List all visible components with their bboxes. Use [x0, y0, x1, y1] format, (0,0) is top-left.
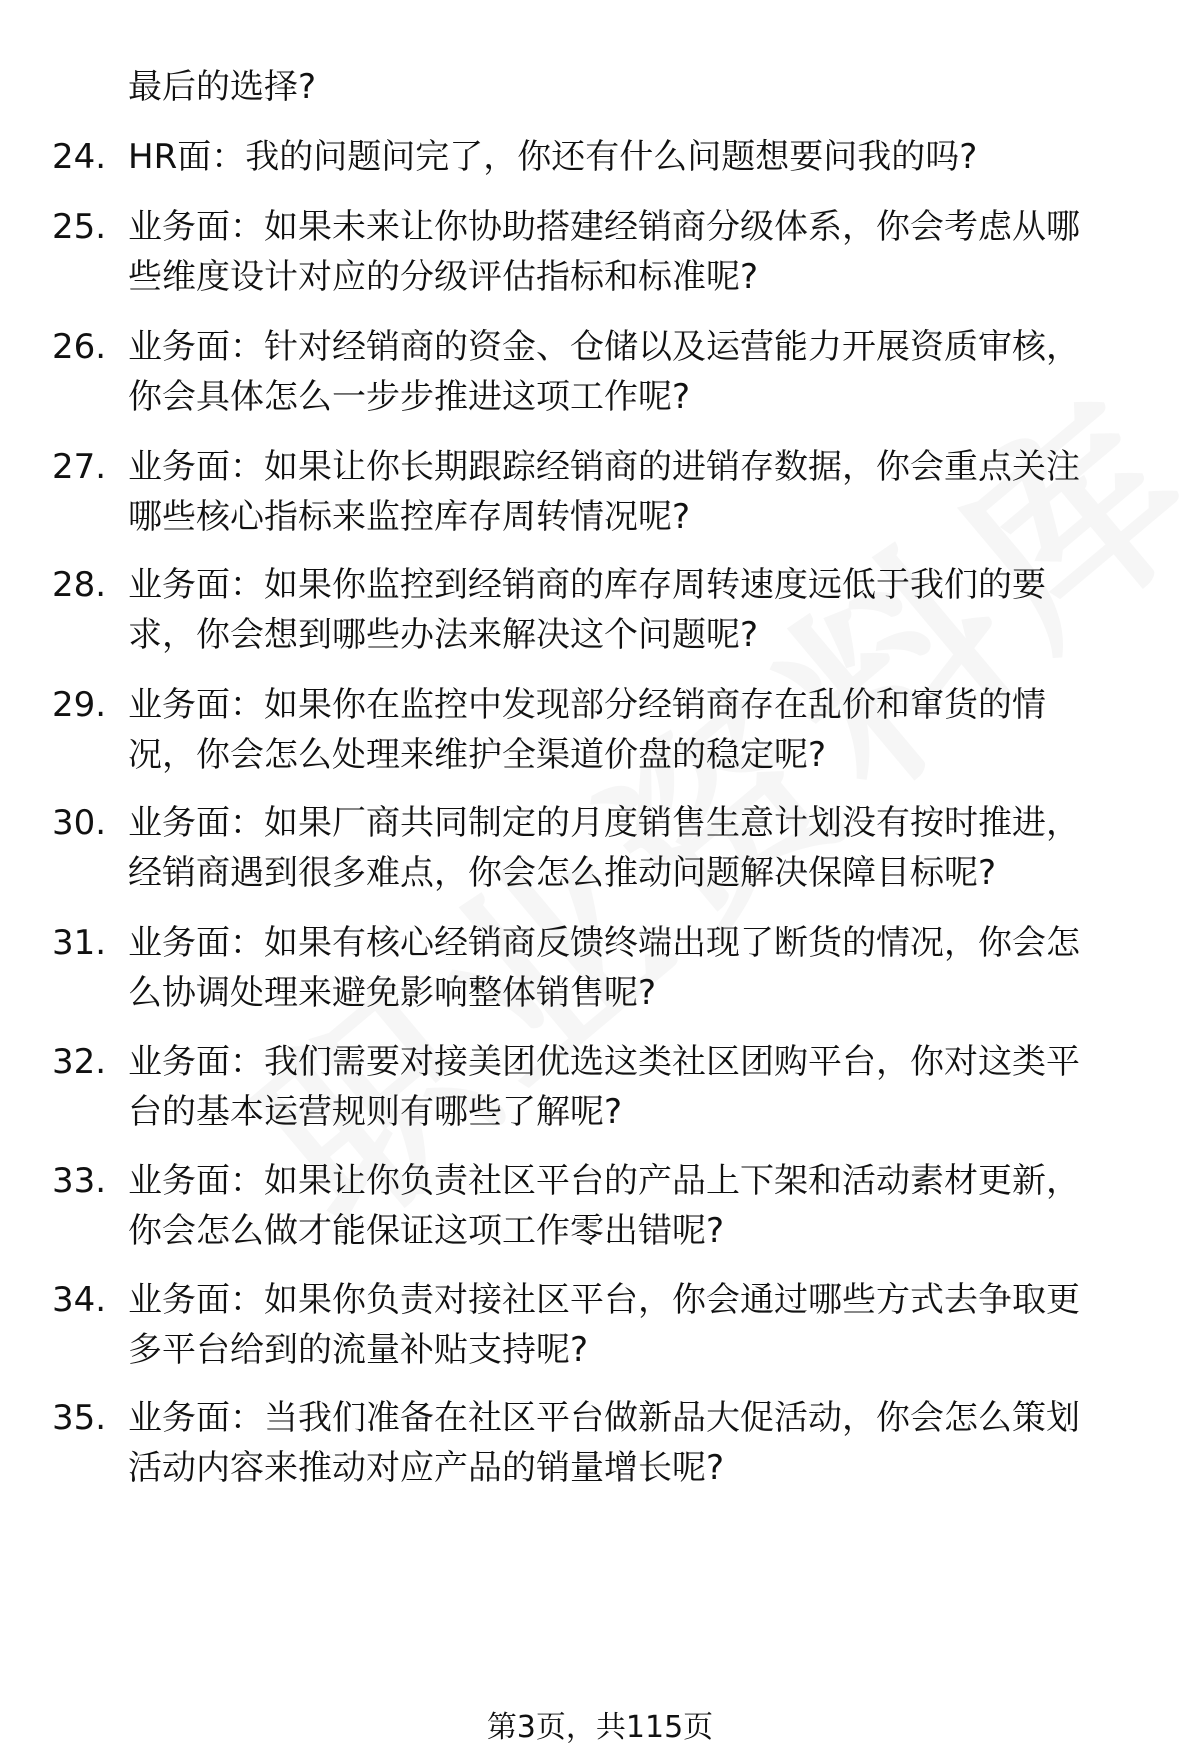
question-text: [128, 202, 1148, 302]
question-line: 况，你会怎么处理来维护全渠道价盘的稳定呢?: [128, 735, 827, 775]
page-footer: 第3页，共115页: [486, 1710, 714, 1745]
question-line: 业务面：当我们准备在社区平台做新品大促活动，你会怎么策划: [128, 1398, 1080, 1438]
question-number: 30.: [52, 803, 107, 843]
question-number: 24.: [52, 137, 107, 177]
question-line: 活动内容来推动对应产品的销量增长呢?: [128, 1448, 725, 1488]
question-line: 些维度设计对应的分级评估指标和标准呢?: [128, 257, 759, 297]
continuation-text: 最后的选择?: [128, 67, 317, 107]
question-line: 业务面：如果未来让你协助搭建经销商分级体系，你会考虑从哪: [128, 207, 1080, 247]
question-number: 29.: [52, 685, 107, 725]
question-line: 业务面：如果有核心经销商反馈终端出现了断货的情况，你会怎: [128, 923, 1080, 963]
question-line: 经销商遇到很多难点，你会怎么推动问题解决保障目标呢?: [128, 853, 997, 893]
question-text: [128, 1393, 1148, 1493]
question-line: 业务面：我们需要对接美团优选这类社区团购平台，你对这类平: [128, 1042, 1080, 1082]
question-text: [128, 1275, 1148, 1375]
question-line: 业务面：如果你负责对接社区平台，你会通过哪些方式去争取更: [128, 1280, 1080, 1320]
question-line: 业务面：如果你在监控中发现部分经销商存在乱价和窜货的情: [128, 685, 1046, 725]
question-line: 多平台给到的流量补贴支持呢?: [128, 1330, 589, 1370]
question-line: 业务面：如果厂商共同制定的月度销售生意计划没有按时推进，: [128, 803, 1080, 843]
question-line: 你会怎么做才能保证这项工作零出错呢?: [128, 1211, 725, 1251]
question-text: [128, 560, 1148, 660]
question-line: 你会具体怎么一步步推进这项工作呢?: [128, 377, 691, 417]
question-text: [128, 918, 1148, 1018]
question-line: 业务面：如果让你负责社区平台的产品上下架和活动素材更新，: [128, 1161, 1080, 1201]
question-line: 台的基本运营规则有哪些了解呢?: [128, 1092, 623, 1132]
question-line: 业务面：针对经销商的资金、仓储以及运营能力开展资质审核，: [128, 327, 1080, 367]
question-line: 业务面：如果让你长期跟踪经销商的进销存数据，你会重点关注: [128, 447, 1080, 487]
question-number: 32.: [52, 1042, 107, 1082]
question-number: 28.: [52, 565, 107, 605]
question-text: [128, 132, 1148, 182]
question-number: 34.: [52, 1280, 107, 1320]
question-text: [128, 680, 1148, 780]
question-line: 哪些核心指标来监控库存周转情况呢?: [128, 497, 691, 537]
question-text: [128, 1156, 1148, 1256]
question-line: 求，你会想到哪些办法来解决这个问题呢?: [128, 615, 759, 655]
question-text: [128, 442, 1148, 542]
question-number: 35.: [52, 1398, 107, 1438]
question-text: [128, 1037, 1148, 1137]
question-number: 31.: [52, 923, 107, 963]
question-number: 27.: [52, 447, 107, 487]
question-number: 33.: [52, 1161, 107, 1201]
question-line: HR面：我的问题问完了，你还有什么问题想要问我的吗?: [128, 137, 978, 177]
question-number: 25.: [52, 207, 107, 247]
question-text: [128, 322, 1148, 422]
question-line: 么协调处理来避免影响整体销售呢?: [128, 973, 657, 1013]
question-line: 业务面：如果你监控到经销商的库存周转速度远低于我们的要: [128, 565, 1046, 605]
question-text: [128, 798, 1148, 898]
question-number: 26.: [52, 327, 107, 367]
